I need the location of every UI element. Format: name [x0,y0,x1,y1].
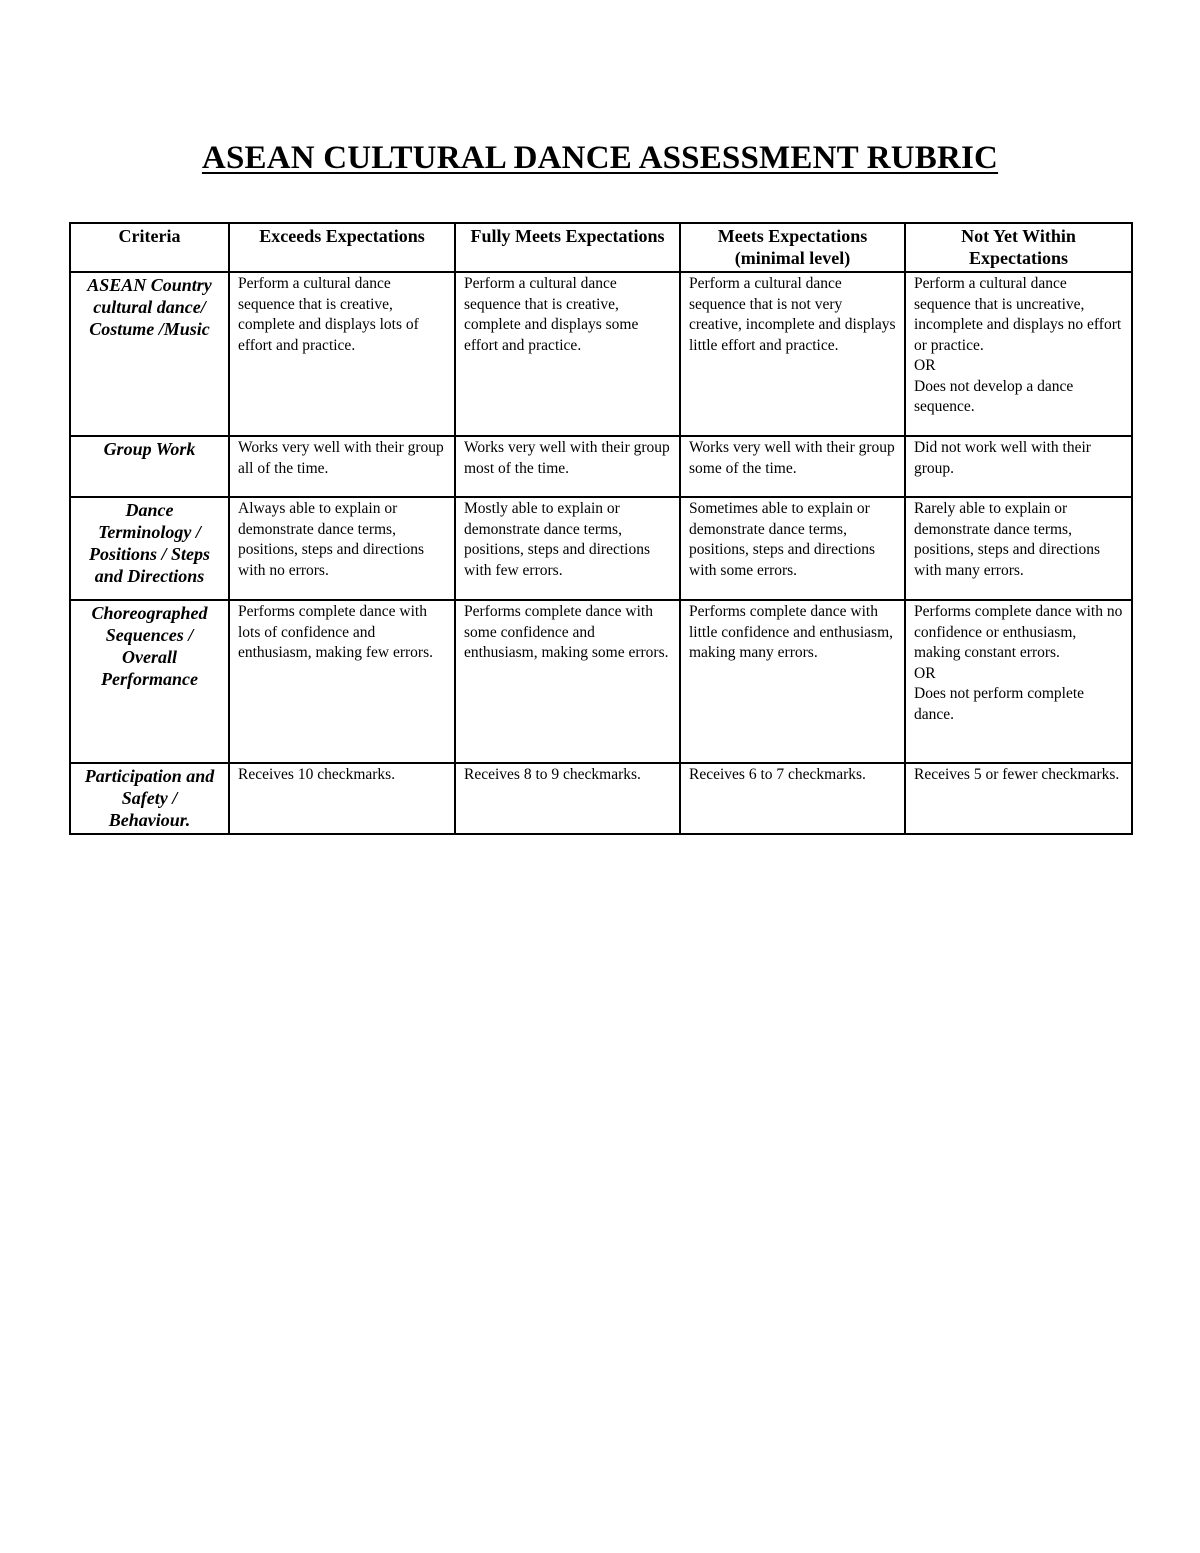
table-row [70,497,1132,600]
exceeds-cell: Receives 10 checkmarks. [229,763,455,834]
not-yet-text: Performs complete dance with no confidence or enthusiasm, making constant errors. [914,603,1123,661]
not-yet-alt-text: Does not perform complete dance. [914,685,1085,723]
header-exceeds-expectations: Exceeds Expectations [229,223,455,272]
fully-meets-cell: Works very well with their group most of the time. [455,436,680,497]
rubric-table [69,222,1133,835]
not-yet-cell [905,600,1132,763]
exceeds-cell: Performs complete dance with lots of confidence and enthusiasm, making few errors. [229,600,455,763]
table-row [70,763,1132,834]
table-row [70,272,1132,436]
header-fully-meets-expectations: Fully Meets Expectations [455,223,680,272]
criteria-cell: Dance Terminology / Positions / Steps and Directions [70,497,229,600]
exceeds-cell: Perform a cultural dance sequence that is creative, complete and displays lots of effort and practice. [229,272,455,436]
fully-meets-cell: Receives 8 to 9 checkmarks. [455,763,680,834]
fully-meets-cell: Performs complete dance with some confidence and enthusiasm, making some errors. [455,600,680,763]
criteria-cell: Choreographed Sequences / Overall Performance [70,600,229,763]
header-meets-expectations: Meets Expectations (minimal level) [680,223,905,272]
criteria-cell: ASEAN Country cultural dance/ Costume /Music [70,272,229,436]
meets-cell: Perform a cultural dance sequence that is not very creative, incomplete and displays little effort and practice. [680,272,905,436]
not-yet-text: Perform a cultural dance sequence that is uncreative, incomplete and displays no effort or practice. [914,275,1122,354]
exceeds-cell: Works very well with their group all of the time. [229,436,455,497]
fully-meets-cell: Mostly able to explain or demonstrate dance terms, positions, steps and directions with few errors. [455,497,680,600]
or-label: OR [914,664,936,682]
header-not-yet-within-expectations: Not Yet Within Expectations [905,223,1132,272]
not-yet-cell: Rarely able to explain or demonstrate dance terms, positions, steps and directions with many errors. [905,497,1132,600]
not-yet-cell: Did not work well with their group. [905,436,1132,497]
or-label: OR [914,357,936,374]
header-criteria: Criteria [70,223,229,272]
table-row [70,600,1132,763]
criteria-cell: Group Work [70,436,229,497]
meets-cell: Receives 6 to 7 checkmarks. [680,763,905,834]
meets-cell: Works very well with their group some of the time. [680,436,905,497]
table-row [70,436,1132,497]
not-yet-cell [905,272,1132,436]
not-yet-alt-text: Does not develop a dance sequence. [914,377,1074,415]
exceeds-cell: Always able to explain or demonstrate dance terms, positions, steps and directions with no errors. [229,497,455,600]
header-row [70,223,1132,272]
criteria-cell: Participation and Safety / Behaviour. [70,763,229,834]
meets-cell: Performs complete dance with little confidence and enthusiasm, making many errors. [680,600,905,763]
document-title: ASEAN CULTURAL DANCE ASSESSMENT RUBRIC [201,140,999,176]
not-yet-cell: Receives 5 or fewer checkmarks. [905,763,1132,834]
meets-cell: Sometimes able to explain or demonstrate dance terms, positions, steps and directions with some errors. [680,497,905,600]
fully-meets-cell: Perform a cultural dance sequence that is creative, complete and displays some effort and practice. [455,272,680,436]
